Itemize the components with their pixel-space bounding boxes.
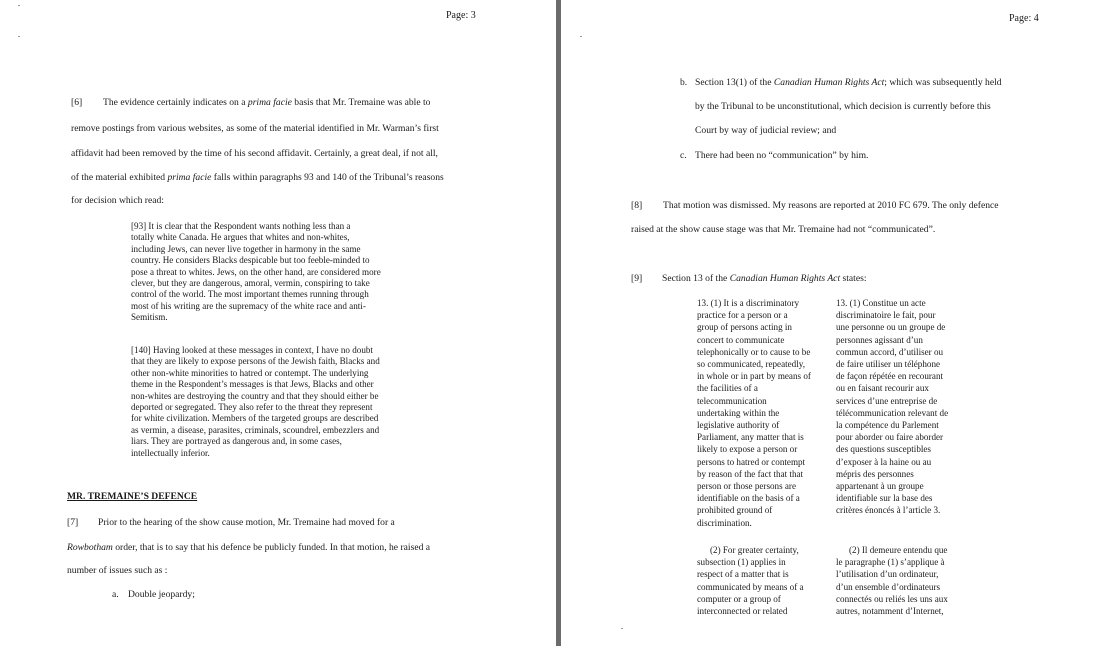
quote-line: intellectually inferior. — [131, 447, 210, 458]
statute-line: d’exposer à la haine ou au — [836, 456, 932, 467]
statute-line: le paragraphe (1) s’applique à — [836, 557, 945, 568]
statute-line: legislative authority of — [697, 420, 780, 431]
scan-mark — [18, 36, 20, 37]
statute-line: l’utilisation d’un ordinateur, — [836, 569, 939, 580]
quote-line: totally white Canada. He argues that whites and non-whites, — [131, 232, 350, 243]
document-page-4 — [561, 0, 1120, 646]
statute-line: the facilities of a — [697, 383, 758, 394]
italic-term: Canadian Human Rights Act — [773, 77, 885, 88]
statute-line: 13. (1) Constitue un acte — [836, 298, 926, 308]
page-number: Page: 4 — [1009, 13, 1039, 24]
statute-line: la compétence du Parlement — [836, 420, 939, 431]
text-run: The evidence certainly indicates on a — [103, 97, 248, 108]
statute-line: in whole or in part by means of — [697, 371, 811, 382]
statute-line: télécommunication relevant de — [836, 407, 949, 418]
quote-line: pose a threat to whites. Jews, on the other hand, are considered more — [131, 266, 381, 277]
statute-line: critères énoncés à l’article 3. — [836, 505, 941, 516]
paragraph-line: That motion was dismissed. My reasons are reported at 2010 FC 679. The only defence — [663, 200, 999, 211]
italic-term: prima facie — [247, 97, 292, 108]
list-item-line: by the Tribunal to be unconstitutional, which decision is currently before this — [695, 101, 991, 112]
paragraph-line: remove postings from various websites, as some of the material identified in Mr. Warman’s first — [71, 123, 439, 134]
statute-english-subsection-1 — [697, 297, 811, 529]
quote-line: that they are likely to expose persons of the Jewish faith, Blacks and — [131, 356, 380, 367]
statute-line: telephonically or to cause to be — [697, 346, 811, 357]
list-item-text: Double jeopardy; — [128, 589, 195, 600]
statute-line: de faire utiliser un téléphone — [836, 359, 941, 370]
quote-line: control of the world. The most important themes running through — [131, 289, 369, 300]
statute-line: practice for a person or a — [697, 310, 788, 321]
statute-line: (2) For greater certainty, — [710, 545, 799, 555]
block-quote-93 — [131, 221, 381, 324]
paragraph-line: affidavit had been removed by the time of his second affidavit. Certainly, a great deal, if not all, — [71, 148, 438, 159]
paragraph-line — [67, 542, 430, 554]
quote-line: liars. They are portrayed as dangerous and, in some cases, — [131, 436, 342, 447]
paragraph-number: [7] — [67, 517, 79, 528]
statute-french-subsection-1 — [836, 297, 948, 517]
statute-line: concert to communicate — [697, 334, 785, 345]
statute-line: mépris des personnes — [836, 468, 914, 479]
quote-line: country. He considers Blacks despicable but too feeble-minded to — [131, 255, 370, 266]
statute-line: commun accord, d’utiliser ou — [836, 346, 944, 357]
text-run: order, that is to say that his defence be publicly funded. In that motion, he raised a — [112, 542, 431, 553]
statute-english-subsection-2 — [697, 544, 804, 617]
scan-mark — [580, 36, 582, 37]
quote-line: [93] It is clear that the Respondent wants nothing less than a — [131, 221, 351, 231]
list-item-label: a. — [112, 589, 119, 600]
statute-line: appartenant à un groupe — [836, 481, 924, 492]
statute-line: computer or a group of — [697, 593, 781, 604]
italic-term: Rowbotham — [67, 542, 113, 553]
statute-line: person or those persons are — [697, 481, 796, 492]
list-item-label: c. — [680, 150, 687, 161]
statute-line: de façon répétée en recourant — [836, 371, 944, 382]
text-run: of the material exhibited — [71, 172, 168, 183]
paragraph-line: for decision which read: — [71, 195, 164, 206]
text-run: Section 13 of the — [662, 273, 730, 284]
paragraph-number: [6] — [71, 97, 83, 108]
quote-line: [140] Having looked at these messages in context, I have no doubt — [131, 345, 373, 355]
statute-line: autres, notamment d’Internet, — [836, 606, 944, 617]
block-quote-140 — [131, 345, 380, 459]
page-number: Page: 3 — [446, 10, 476, 21]
paragraph-number: [9] — [631, 273, 643, 284]
quote-line: Semitism. — [131, 312, 168, 323]
statute-line: communicated by means of a — [697, 581, 804, 592]
statute-line: personnes agissant d’un — [836, 334, 923, 345]
paragraph-line — [71, 172, 444, 184]
list-item-label: b. — [680, 77, 688, 88]
quote-line: including Jews, can never live together in harmony in the same — [131, 243, 361, 254]
statute-line: pour aborder ou faire aborder — [836, 432, 944, 443]
statute-line: group of persons acting in — [697, 322, 792, 333]
statute-line: des questions susceptibles — [836, 444, 931, 455]
statute-line: respect of a matter that is — [697, 569, 789, 580]
text-run: ; which was subsequently held — [884, 77, 1002, 88]
statute-line: discrimination. — [697, 517, 752, 528]
list-item-line — [695, 77, 1002, 89]
text-run: Section 13(1) of the — [695, 77, 774, 88]
quote-line: as vermin, a disease, parasites, criminals, scoundrel, embezzlers and — [131, 424, 380, 435]
statute-line: prohibited ground of — [697, 505, 773, 516]
statute-line: identifiable sur la base des — [836, 493, 933, 504]
statute-line: telecommunication — [697, 395, 767, 406]
text-run: falls within paragraphs 93 and 140 of the Tribunal’s reasons — [211, 172, 444, 183]
scan-mark — [18, 5, 20, 6]
statute-line: ou en faisant recourir aux — [836, 383, 929, 394]
scan-mark — [621, 628, 623, 629]
paragraph-line: raised at the show cause stage was that Mr. Tremaine had not “communicated”. — [631, 224, 936, 235]
document-page-3 — [0, 0, 556, 646]
statute-line: connectés ou reliés les uns aux — [836, 593, 948, 604]
text-run: states: — [840, 273, 867, 284]
statute-line: une personne ou un groupe de — [836, 322, 946, 333]
quote-line: most of his writing are the supremacy of the white race and anti- — [131, 300, 366, 311]
statute-line: d’un ensemble d’ordinateurs — [836, 581, 941, 592]
text-run: basis that Mr. Tremaine was able to — [291, 97, 431, 108]
quote-line: deported or segregated. They also refer to the threat they represent — [131, 402, 373, 413]
statute-french-subsection-2 — [836, 544, 948, 617]
statute-line: likely to expose a person or — [697, 444, 798, 455]
statute-line: interconnected or related — [697, 606, 788, 617]
statute-line: discriminatoire le fait, pour — [836, 310, 936, 321]
paragraph-number: [8] — [631, 200, 643, 211]
statute-line: 13. (1) It is a discriminatory — [697, 298, 800, 308]
section-heading: MR. TREMAINE’S DEFENCE — [67, 491, 198, 502]
list-item-line: Court by way of judicial review; and — [695, 125, 837, 136]
paragraph-line: number of issues such as : — [67, 565, 168, 576]
statute-line: (2) Il demeure entendu que — [849, 545, 948, 555]
statute-line: subsection (1) applies in — [697, 557, 786, 568]
paragraph-line: Prior to the hearing of the show cause motion, Mr. Tremaine had moved for a — [98, 517, 395, 528]
italic-term: prima facie — [167, 172, 212, 183]
statute-line: services d’une entreprise de — [836, 395, 938, 406]
quote-line: for white civilization. Members of the targeted groups are described — [131, 413, 379, 424]
italic-term: Canadian Human Rights Act — [729, 273, 841, 284]
statute-line: undertaking within the — [697, 407, 780, 418]
quote-line: clever, but they are dangerous, amoral, vermin, conspiring to take — [131, 278, 370, 289]
paragraph-line — [662, 273, 867, 285]
paragraph-line — [103, 97, 430, 109]
statute-line: by reason of the fact that that — [697, 468, 804, 479]
statute-line: persons to hatred or contempt — [697, 456, 806, 467]
statute-line: Parliament, any matter that is — [697, 432, 804, 443]
quote-line: non-whites are destroying the country and that they should either be — [131, 390, 379, 401]
statute-line: identifiable on the basis of a — [697, 493, 800, 504]
quote-line: other non-white minorities to hatred or contempt. The underlying — [131, 367, 369, 378]
statute-line: so communicated, repeatedly, — [697, 359, 805, 370]
quote-line: theme in the Respondent’s messages is that Jews, Blacks and other — [131, 379, 374, 390]
list-item-text: There had been no “communication” by him. — [695, 150, 869, 161]
